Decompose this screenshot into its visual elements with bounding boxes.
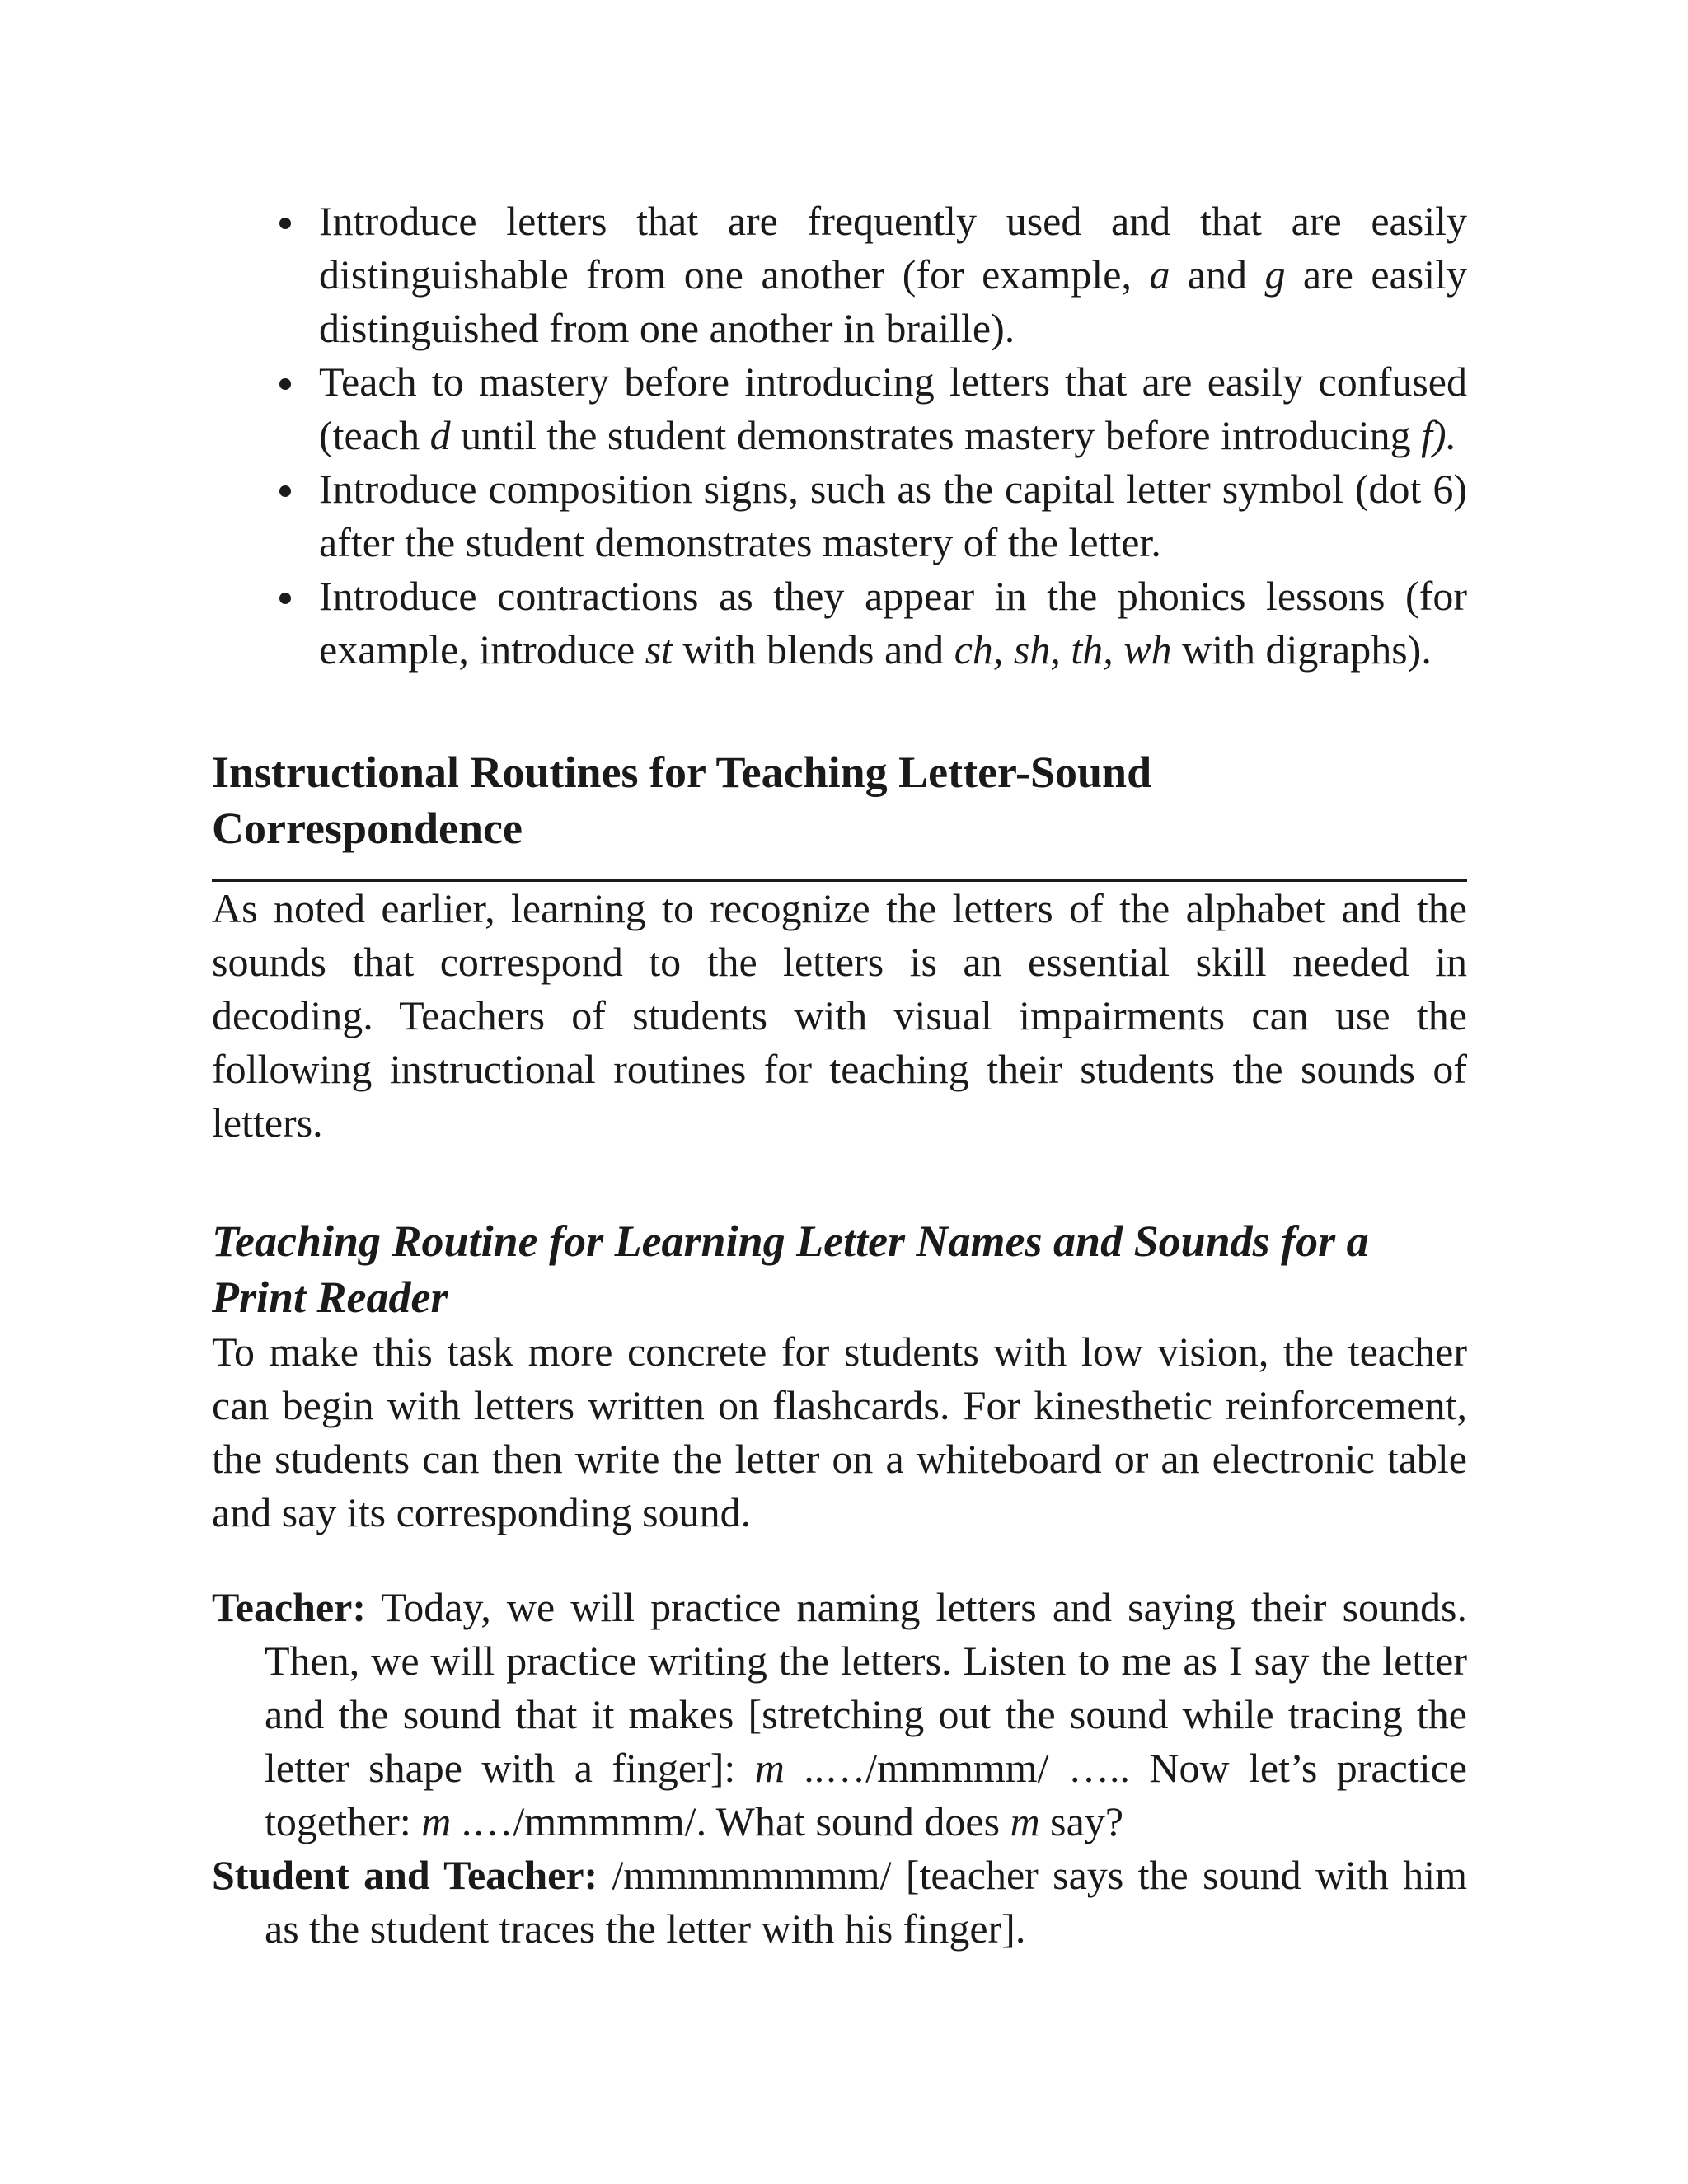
dialogue-text: ..…/mmmmm/ ….. Now let’s practice together: bbox=[265, 1745, 1467, 1844]
guideline-list bbox=[212, 194, 1467, 677]
dialogue-block bbox=[212, 1581, 1467, 1956]
dialogue-text: /mmmmmmmm/ [teacher says the sound with him as the student traces the letter with his finger]. bbox=[265, 1852, 1467, 1952]
list-item-text: Introduce composition signs, such as the capital letter symbol (dot 6) after the student demonstrates mastery of the letter. bbox=[319, 466, 1467, 565]
subsection-heading: Teaching Routine for Learning Letter Names and Sounds for a Print Reader bbox=[212, 1216, 1369, 1322]
section-paragraph: As noted earlier, learning to recognize the letters of the alphabet and the sounds that correspond to the letters is an essential skill needed in decoding. Teachers of students with visual impairments can use the following instructional routines for teaching their students the sounds of letters. bbox=[212, 885, 1467, 1146]
document-page bbox=[212, 194, 1467, 1956]
emphasis-letter: m bbox=[754, 1745, 785, 1791]
emphasis-letter: ch, sh, th, wh bbox=[954, 626, 1172, 673]
emphasis-letter: f). bbox=[1421, 412, 1457, 458]
emphasis-letter: m bbox=[421, 1798, 452, 1844]
list-item bbox=[319, 569, 1467, 677]
dialogue-turn bbox=[212, 1581, 1467, 1849]
list-item-text: are easily distinguished from one another in braille). bbox=[319, 251, 1467, 351]
list-item-text: and bbox=[1170, 251, 1265, 298]
speaker-label: Teacher: bbox=[212, 1584, 366, 1630]
bullet-icon bbox=[279, 485, 291, 497]
emphasis-letter: st bbox=[645, 626, 673, 673]
emphasis-letter: m bbox=[1010, 1798, 1040, 1844]
list-item bbox=[319, 462, 1467, 569]
emphasis-letter: d bbox=[429, 412, 451, 458]
bullet-icon bbox=[279, 378, 291, 390]
dialogue-text: .…/mmmmm/. What sound does bbox=[451, 1798, 1010, 1844]
emphasis-letter: a bbox=[1149, 251, 1170, 298]
list-item bbox=[319, 355, 1467, 462]
list-item-text: with blends and bbox=[673, 626, 954, 673]
list-item-text: Introduce contractions as they appear in the phonics lessons (for example, introduce bbox=[319, 573, 1467, 673]
emphasis-letter: g bbox=[1264, 251, 1286, 298]
speaker-label: Student and Teacher: bbox=[212, 1852, 598, 1898]
dialogue-text: Today, we will practice naming letters and saying their sounds. Then, we will practice writing the letters. Listen to me as I say the letter and the sound that it makes [stretching out the sound while tracing the letter shape with a finger]: bbox=[265, 1584, 1467, 1791]
dialogue-turn bbox=[212, 1849, 1467, 1956]
list-item bbox=[319, 194, 1467, 355]
dialogue-text: say? bbox=[1039, 1798, 1124, 1844]
list-item-text: Teach to mastery before introducing letters that are easily confused (teach bbox=[319, 359, 1467, 458]
subsection-paragraph: To make this task more concrete for students with low vision, the teacher can begin with letters written on flashcards. For kinesthetic reinforcement, the students can then write the letter on a whiteboard or an electronic table and say its corresponding sound. bbox=[212, 1329, 1467, 1535]
list-item-text: until the student demonstrates mastery before introducing bbox=[450, 412, 1422, 458]
bullet-icon bbox=[279, 218, 291, 229]
list-item-text: with digraphs). bbox=[1171, 626, 1432, 673]
list-item-text: Introduce letters that are frequently used and that are easily distinguishable from one another (for example, bbox=[319, 198, 1467, 298]
bullet-icon bbox=[279, 593, 291, 604]
section-heading: Instructional Routines for Teaching Letter-Sound Correspondence bbox=[212, 744, 1467, 882]
